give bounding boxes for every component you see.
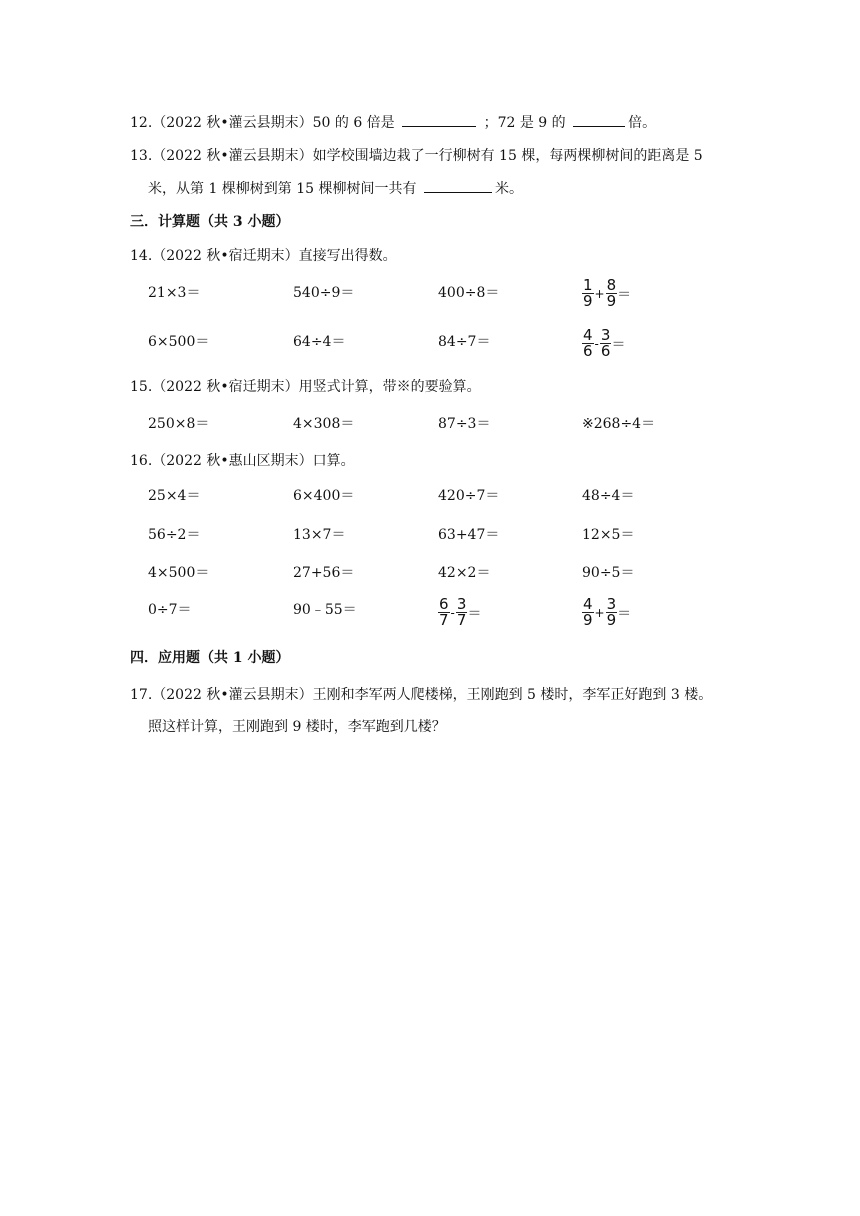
q14-item: 400÷8＝ [438,285,500,301]
section-4-heading: 四．应用题（共 1 小题） [130,650,290,666]
q13-answer-blank[interactable] [424,178,492,193]
fraction: $\frac{3}{7}$ [456,595,467,629]
q15-item: 250×8＝ [148,416,210,432]
q16-fraction-expression-2 [582,597,631,628]
q14-item: 84÷7＝ [438,334,491,350]
minus-operator: - [450,605,455,620]
q16-item: 56÷2＝ [148,527,201,543]
q16-item: 90﹣55＝ [293,602,357,618]
fraction: $\frac{6}{7}$ [439,595,449,629]
fraction: $\frac{3}{6}$ [600,326,611,360]
q12-answer-blank-2[interactable] [573,112,625,127]
q16-item: 0÷7＝ [148,602,192,618]
q14-item: 64÷4＝ [293,334,346,350]
question-13-line1: 13.（2022 秋•灌云县期末）如学校围墙边栽了一行柳树有 15 棵，每两棵柳树间的距离是 5 [130,148,703,164]
q16-item: 4×500＝ [148,565,210,581]
q14-fraction-expression-2 [582,328,625,359]
fraction: $\frac{4}{6}$ [583,326,593,360]
minus-operator: - [594,336,599,351]
q12-suffix: 倍。 [628,115,657,131]
equals-sign: ＝ [617,286,632,303]
equals-sign: ＝ [617,605,632,622]
question-13-line2 [148,178,523,199]
question-17-line1: 17.（2022 秋•灌云县期末）王刚和李军两人爬楼梯，王刚跑到 5 楼时，李军正好跑到 3 楼。 [130,687,713,703]
q16-item: 90÷5＝ [582,565,635,581]
equals-sign: ＝ [611,336,626,353]
fraction: $\frac{1}{9}$ [583,276,593,310]
q13-line2-prefix: 米，从第 1 棵柳树到第 15 棵柳树间一共有 [148,181,417,197]
equals-sign: ＝ [467,605,482,622]
fraction: $\frac{4}{9}$ [583,595,593,629]
plus-operator: + [594,286,605,301]
q14-item: 540÷9＝ [293,285,355,301]
q16-item: 25×4＝ [148,488,201,504]
q16-item: 63+47＝ [438,527,500,543]
q15-item: 87÷3＝ [438,416,491,432]
q16-item: 13×7＝ [293,527,346,543]
q16-item: 6×400＝ [293,488,355,504]
q12-mid: ；72 是 9 的 [483,115,566,131]
section-3-heading: 三．计算题（共 3 小题） [130,214,290,230]
q16-item: 27+56＝ [293,565,355,581]
q15-item: 4×308＝ [293,416,355,432]
q14-item: 21×3＝ [148,285,201,301]
q12-prefix: 12.（2022 秋•灌云县期末）50 的 6 倍是 [130,115,395,131]
q16-item: 420÷7＝ [438,488,500,504]
question-16-title: 16.（2022 秋•惠山区期末）口算。 [130,453,355,469]
question-12 [130,112,656,133]
q16-item: 12×5＝ [582,527,635,543]
question-15-title: 15.（2022 秋•宿迁期末）用竖式计算，带※的要验算。 [130,379,481,395]
fraction: $\frac{8}{9}$ [606,276,617,310]
q13-line2-suffix: 米。 [494,181,523,197]
q16-item: 48÷4＝ [582,488,635,504]
q12-answer-blank-1[interactable] [402,112,476,127]
q14-fraction-expression-1 [582,278,631,309]
q16-item: 42×2＝ [438,565,491,581]
question-17-line2: 照这样计算，王刚跑到 9 楼时，李军跑到几楼？ [148,719,446,735]
q15-item: ※268÷4＝ [582,416,656,432]
q16-fraction-expression-1 [438,597,481,628]
question-14-title: 14.（2022 秋•宿迁期末）直接写出得数。 [130,248,397,264]
plus-operator: + [594,605,605,620]
q14-item: 6×500＝ [148,334,210,350]
fraction: $\frac{3}{9}$ [606,595,617,629]
